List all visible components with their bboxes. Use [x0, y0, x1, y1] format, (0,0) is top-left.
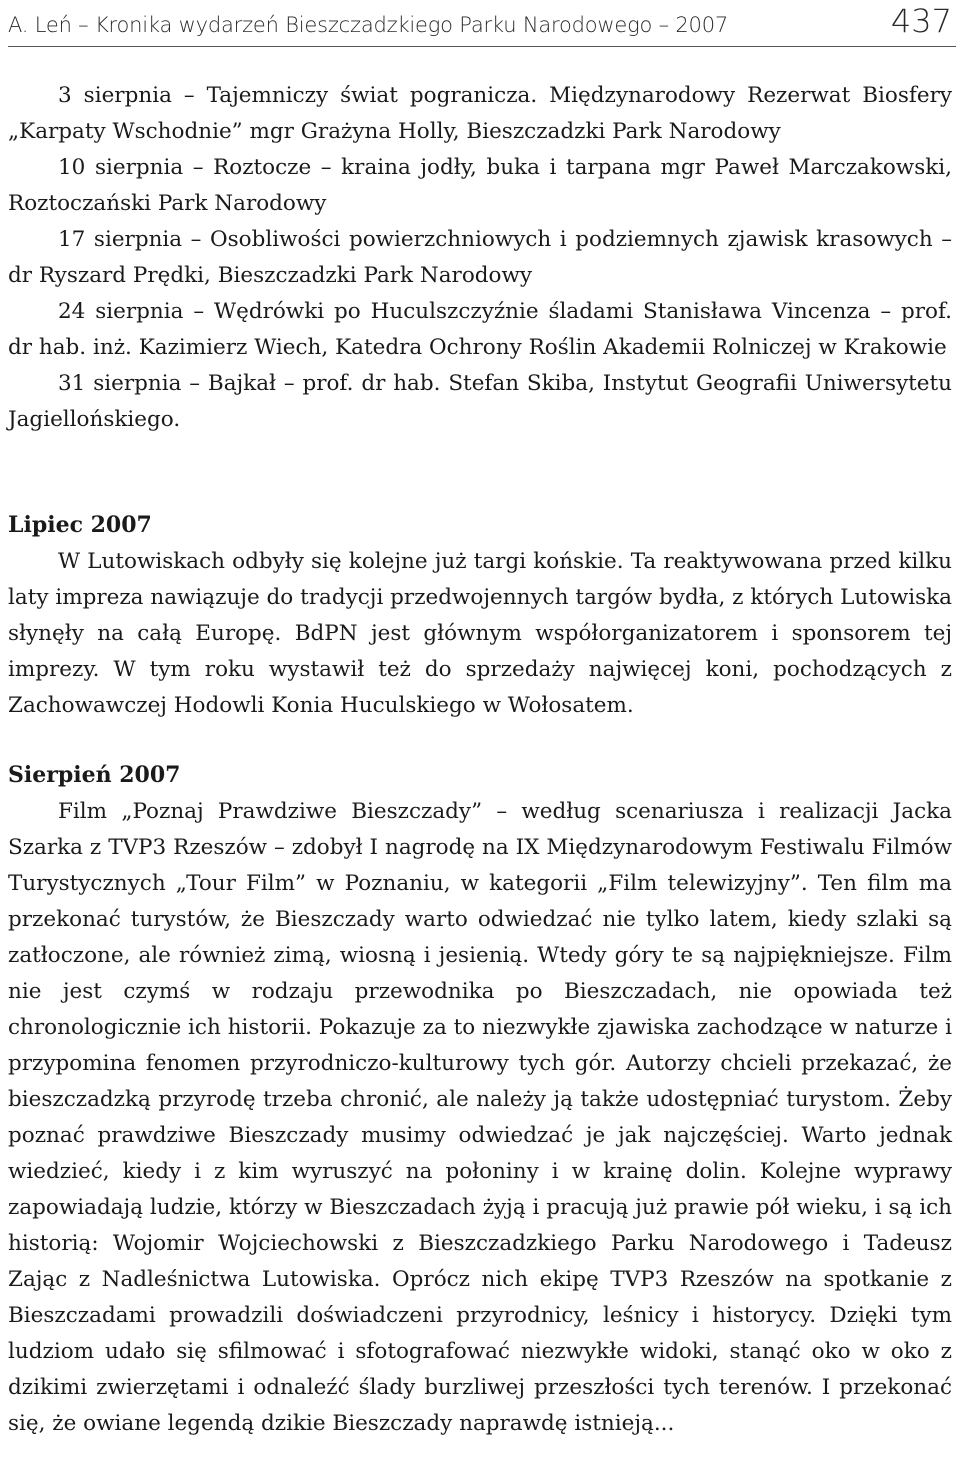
list-item: 24 sierpnia – Wędrówki po Huculszczyźnie śladami Stanisława Vincenza – prof. dr hab. inż. Kazimierz Wiech, Katedra Ochrony Roślin Akademii Rolniczej w Krakowie [8, 299, 952, 360]
list-item: 31 sierpnia – Bajkał – prof. dr hab. Stefan Skiba, Instytut Geografii Uniwersytetu Jagiellońskiego. [8, 371, 952, 432]
section-heading-august: Sierpień 2007 [8, 762, 181, 788]
lecture-list [8, 78, 952, 438]
running-title: A. Leń – Kronika wydarzeń Bieszczadzkiego Parku Narodowego – 2007 [8, 13, 729, 37]
page-number: 437 [890, 2, 952, 40]
list-item: 10 sierpnia – Roztocze – kraina jodły, buka i tarpana mgr Paweł Marczakowski, Roztoczański Park Narodowy [8, 155, 952, 216]
section-text-july: W Lutowiskach odbyły się kolejne już targi końskie. Ta reaktywowana przed kilku laty impreza nawiązuje do tradycji przedwojennych targów bydła, z których Lutowiska słynęły na całą Europę. BdPN jest głównym współorganizatorem i sponsorem tej imprezy. W tym roku wystawił też do sprzedaży najwięcej koni, pochodzących z Zachowawczej Hodowli Konia Huculskiego w Wołosatem. [8, 549, 952, 718]
section-text-august: Film „Poznaj Prawdziwe Bieszczady” – według scenariusza i realizacji Jacka Szarka z TVP3 Rzeszów – zdobył I nagrodę na IX Międzynarodowym Festiwalu Filmów Turystycznych „Tour Film” w Poznaniu, w kategorii „Film telewizyjny”. Ten film ma przekonać turystów, że Bieszczady warto odwiedzać nie tylko latem, kiedy szlaki są zatłoczone, ale również zimą, wiosną i jesienią. Wtedy góry te są najpiękniejsze. Film nie jest czymś w rodzaju przewodnika po Bieszczadach, nie opowiada też chronologicznie ich historii. Pokazuje za to niezwykłe zjawiska zachodzące w naturze i przypomina fenomen przyrodniczo-kulturowy tych gór. Autorzy chcieli przekazać, że bieszczadzką przyrodę trzeba chronić, ale należy ją także udostępniać turystom. Żeby poznać prawdziwe Bieszczady musimy odwiedzać je jak najczęściej. Warto jednak wiedzieć, kiedy i z kim wyruszyć na połoniny i w krainę dolin. Kolejne wyprawy zapowiadają ludzie, którzy w Bieszczadach żyją i pracują już prawie pół wieku, i są ich historią: Wojomir Wojciechowski z Bieszczadzkiego Parku Narodowego i Tadeusz Zając z Nadleśnictwa Lutowiska. Oprócz nich ekipę TVP3 Rzeszów na spotkanie z Bieszczadami prowadzili doświadczeni przyrodnicy, leśnicy i historycy. Dzięki tym ludziom udało się sfilmować i sfotografować niezwykłe widoki, stanąć oko w oko z dzikimi zwierzętami i odnaleźć ślady burzliwej przeszłości tych terenów. I przekonać się, że owiane legendą dzikie Bieszczady naprawdę istnieją... [8, 799, 952, 1436]
header-rule [8, 46, 956, 47]
list-item: 3 sierpnia – Tajemniczy świat pogranicza. Międzynarodowy Rezerwat Biosfery „Karpaty Wschodnie” mgr Grażyna Holly, Bieszczadzki Park Narodowy [8, 83, 952, 144]
running-header [8, 2, 956, 46]
list-item: 17 sierpnia – Osobliwości powierzchniowych i podziemnych zjawisk krasowych – dr Ryszard Prędki, Bieszczadzki Park Narodowy [8, 227, 952, 288]
section-heading-july: Lipiec 2007 [8, 512, 152, 538]
